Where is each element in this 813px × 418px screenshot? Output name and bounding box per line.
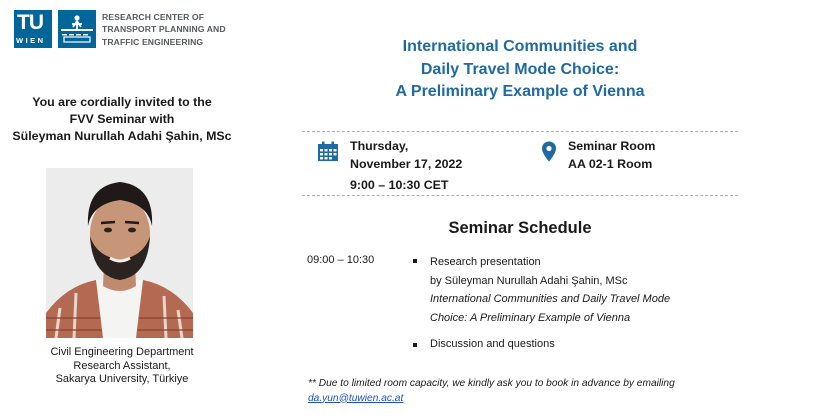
event-time: 9:00 – 10:30 CET xyxy=(350,178,449,192)
schedule-item-talk-title: Choice: A Preliminary Example of Vienna xyxy=(430,311,631,324)
research-center-logo-icon xyxy=(58,10,96,48)
institute-line: RESEARCH CENTER OF xyxy=(102,12,205,22)
talk-title-line: A Preliminary Example of Vienna xyxy=(395,83,645,100)
tu-wien-logo xyxy=(14,10,52,48)
booking-note-text: ** Due to limited room capacity, we kindly ask you to book in advance by emailing xyxy=(308,378,675,389)
speaker-name: Süleyman Nurullah Adahi Şahin, MSc xyxy=(12,128,232,143)
institute-name xyxy=(102,11,226,48)
talk-title-line: International Communities and xyxy=(402,38,638,55)
calendar-icon xyxy=(317,141,339,162)
schedule-time: 09:00 – 10:30 xyxy=(307,254,375,266)
affiliation-line: Sakarya University, Türkiye xyxy=(55,373,189,385)
affiliation-line: Research Assistant, xyxy=(73,359,171,372)
schedule-item-presentation xyxy=(430,253,670,327)
talk-title-line: Daily Travel Mode Choice: xyxy=(420,60,620,78)
event-weekday: Thursday, xyxy=(350,139,409,153)
institute-line: TRAFFIC ENGINEERING xyxy=(102,36,204,47)
bullet-icon xyxy=(413,343,417,347)
divider xyxy=(302,195,738,196)
institute-line: TRANSPORT PLANNING AND xyxy=(102,24,226,35)
room-name: Seminar Room xyxy=(568,139,656,153)
affiliation-line: Civil Engineering Department xyxy=(50,346,194,358)
invitation-text xyxy=(0,94,244,144)
schedule-item-discussion: Discussion and questions xyxy=(430,338,555,350)
email-link[interactable]: da.yun@tuwien.ac.at xyxy=(308,392,404,404)
talk-title xyxy=(300,36,740,104)
schedule-item-title: Research presentation xyxy=(430,256,541,268)
booking-note xyxy=(308,377,675,406)
bullet-icon xyxy=(413,259,417,263)
location-pin-icon xyxy=(541,141,557,162)
logo-tu-text: TU xyxy=(17,11,43,34)
schedule-item-talk-title: International Communities and Daily Travel Mode xyxy=(430,293,671,305)
event-day: November 17, 2022 xyxy=(350,157,463,171)
invitation-line: You are cordially invited to the xyxy=(32,95,212,109)
event-location xyxy=(568,137,655,173)
room-number: AA 02-1 Room xyxy=(568,157,653,171)
event-date xyxy=(350,137,462,173)
schedule-heading: Seminar Schedule xyxy=(448,219,592,237)
schedule-item-presenter: by Süleyman Nurullah Adahi Şahin, MSc xyxy=(430,274,628,287)
speaker-affiliation xyxy=(0,346,244,387)
invitation-line: FVV Seminar with xyxy=(69,111,175,126)
speaker-photo xyxy=(46,168,193,338)
divider xyxy=(302,131,738,132)
logo-wien-text: WIEN xyxy=(16,36,46,45)
